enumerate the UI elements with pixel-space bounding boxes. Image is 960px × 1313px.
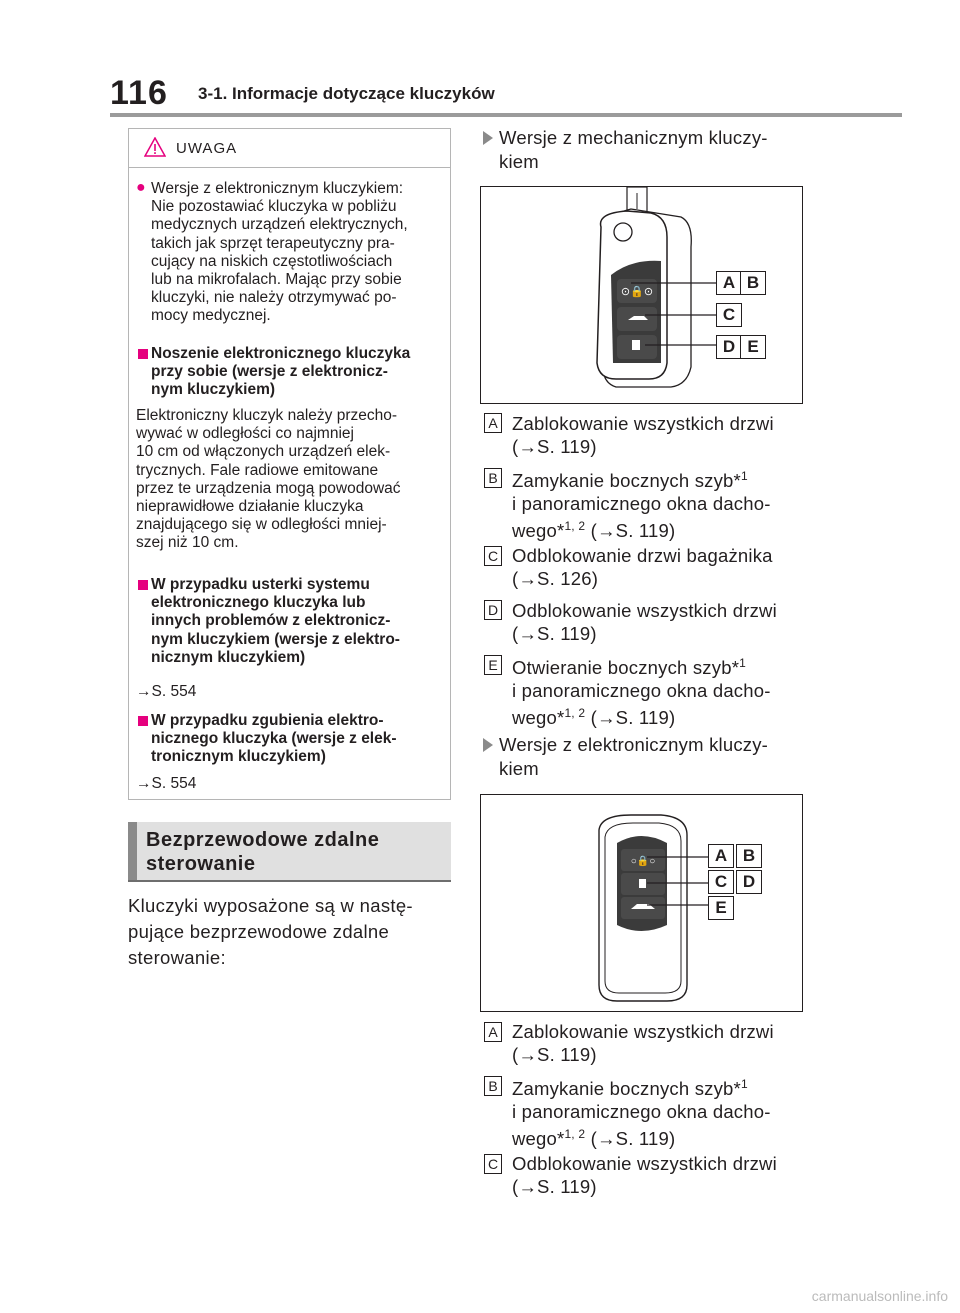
triangle-bullet-icon <box>483 738 493 752</box>
subheading-line: nym kluczykiem (wersje z elektro- <box>151 630 400 648</box>
heading-line: Wersje z elektronicznym kluczy- <box>499 734 769 755</box>
heading-line: Wersje z mechanicznym kluczy- <box>499 127 768 148</box>
section-heading-line: sterowanie <box>146 853 256 875</box>
electronic-item-a <box>512 1021 774 1066</box>
warning-subheading-1 <box>136 345 448 400</box>
body-line: wywać w odległości co najmniej <box>136 425 354 443</box>
warning-line: Wersje z elektronicznym kluczykiem: <box>151 180 404 197</box>
footnote-mark: 1, 2 <box>564 1127 586 1142</box>
section-heading <box>146 828 379 876</box>
footnote-mark: 1 <box>739 656 746 670</box>
intro-line: sterowanie: <box>128 947 226 968</box>
intro-paragraph <box>128 893 413 971</box>
header-rule <box>110 113 902 117</box>
item-line: wego* <box>512 1128 565 1150</box>
bullet-square-icon <box>138 716 148 726</box>
subheading-line: przy sobie (wersje z elektronicz- <box>151 363 388 381</box>
callout-b: B <box>736 844 762 868</box>
item-line: i panoramicznego okna dacho- <box>512 1100 771 1122</box>
mechanical-item-d <box>512 600 777 645</box>
svg-text:⊙🔒⊙: ⊙🔒⊙ <box>620 286 654 298</box>
callout-e: E <box>740 335 766 359</box>
item-line: (→S. 119) <box>512 1175 597 1197</box>
item-ref: (→S. 119) <box>585 707 676 729</box>
item-ref: (→S. 119) <box>585 1128 676 1150</box>
body-line: trycznych. Fale radiowe emitowane <box>136 461 379 479</box>
callout-a: A <box>716 271 742 295</box>
mechanical-key-figure <box>480 186 803 404</box>
warning-line: medycznych urządzeń elektrycznych, <box>151 216 408 234</box>
footnote-mark: 1, 2 <box>564 519 586 534</box>
electronic-key-illustration <box>481 795 802 1011</box>
mechanical-heading <box>499 126 768 174</box>
item-line: wego* <box>512 520 565 542</box>
mechanical-item-a <box>512 413 774 458</box>
item-line: (→S. 119) <box>512 435 597 457</box>
warning-subheading-3 <box>136 712 448 767</box>
subheading-line: nicznym kluczykiem) <box>151 648 306 666</box>
electronic-item-c <box>512 1153 777 1198</box>
item-line: Odblokowanie wszystkich drzwi <box>512 1153 777 1174</box>
callout-e: E <box>708 896 734 920</box>
triangle-bullet-icon <box>483 131 493 145</box>
item-label-a: A <box>484 1022 502 1042</box>
warning-title: UWAGA <box>176 140 238 157</box>
item-label-a: A <box>484 413 502 433</box>
subheading-line: W przypadku zgubienia elektro- <box>151 712 384 729</box>
warning-subheading-2 <box>136 576 448 667</box>
bullet-icon: ● <box>136 179 146 196</box>
item-label-d: D <box>484 600 502 620</box>
electronic-item-b <box>512 1073 771 1151</box>
mechanical-key-illustration <box>481 187 802 403</box>
mechanical-item-b <box>512 465 771 543</box>
svg-text:○🔒○: ○🔒○ <box>630 856 656 867</box>
electronic-heading <box>499 733 768 781</box>
item-line: (→S. 126) <box>512 567 599 589</box>
bullet-square-icon <box>138 349 148 359</box>
section-title: 3-1. Informacje dotyczące kluczyków <box>198 84 495 103</box>
item-label-b: B <box>484 468 502 488</box>
item-line: Zamykanie bocznych szyb* <box>512 1078 741 1100</box>
callout-a: A <box>708 844 734 868</box>
electronic-key-figure <box>480 794 803 1012</box>
warning-line: lub na mikrofalach. Mając przy sobie <box>151 271 402 289</box>
warning-item-1 <box>136 180 446 326</box>
body-line: znajdującego się w odległości mniej- <box>136 516 387 534</box>
heading-line: kiem <box>499 758 539 779</box>
body-line: Elektroniczny kluczyk należy przecho- <box>136 407 398 424</box>
section-heading-bar <box>128 822 137 880</box>
bullet-square-icon <box>138 580 148 590</box>
footnote-mark: 1 <box>740 1077 748 1091</box>
callout-d: D <box>716 335 742 359</box>
item-label-c: C <box>484 546 502 566</box>
intro-line: pujące bezprzewodowe zdalne <box>128 921 390 942</box>
item-ref: (→S. 119) <box>585 520 676 542</box>
callout-c: C <box>708 870 734 894</box>
item-line: wego* <box>512 707 565 729</box>
footnote-mark: 1 <box>740 469 748 483</box>
warning-line: Nie pozostawiać kluczyka w pobliżu <box>151 198 397 216</box>
body-line: nieprawidłowe działanie kluczyka <box>136 498 364 516</box>
mechanical-item-e <box>512 652 771 730</box>
warning-ref-2: →S. 554 <box>136 775 197 792</box>
warning-body-1 <box>136 407 448 553</box>
item-label-e: E <box>484 655 502 675</box>
body-line: szej niż 10 cm. <box>136 534 239 552</box>
item-label-b: B <box>484 1076 502 1096</box>
body-line: 10 cm od włączonych urządzeń elek- <box>136 443 391 461</box>
callout-d: D <box>736 870 762 894</box>
subheading-line: innych problemów z elektronicz- <box>151 612 391 630</box>
warning-line: mocy medycznej. <box>151 307 271 325</box>
item-line: (→S. 119) <box>512 1043 597 1065</box>
callout-b: B <box>740 271 766 295</box>
footnote-mark: 1, 2 <box>564 706 586 721</box>
item-line: Otwieranie bocznych szyb* <box>512 657 740 679</box>
warning-line: kluczyki, nie należy otrzymywać po- <box>151 289 397 307</box>
warning-triangle-icon <box>144 137 166 157</box>
intro-line: Kluczyki wyposażone są w nastę- <box>128 895 413 916</box>
item-line: i panoramicznego okna dacho- <box>512 492 771 514</box>
subheading-line: nicznego kluczyka (wersje z elek- <box>151 730 397 748</box>
section-heading-underline <box>128 880 451 882</box>
warning-line: cujący na niskich częstotliwościach <box>151 252 393 270</box>
warning-line: takich jak sprzęt terapeutyczny pra- <box>151 234 395 252</box>
item-line: (→S. 119) <box>512 622 597 644</box>
item-line: Zablokowanie wszystkich drzwi <box>512 1021 774 1042</box>
item-line: i panoramicznego okna dacho- <box>512 679 771 701</box>
item-line: Odblokowanie drzwi bagażnika <box>512 545 773 566</box>
page-number: 116 <box>110 74 168 112</box>
warning-ref-1: →S. 554 <box>136 683 197 700</box>
body-line: przez te urządzenia mogą powodować <box>136 479 401 497</box>
subheading-line: tronicznym kluczykiem) <box>151 748 326 766</box>
watermark-footer[interactable]: carmanualsonline.info <box>811 1288 948 1304</box>
subheading-line: elektronicznego kluczyka lub <box>151 594 366 612</box>
section-heading-line: Bezprzewodowe zdalne <box>146 829 380 851</box>
heading-line: kiem <box>499 151 539 172</box>
item-line: Odblokowanie wszystkich drzwi <box>512 600 777 621</box>
mechanical-item-c <box>512 545 773 590</box>
subheading-line: W przypadku usterki systemu <box>151 576 370 593</box>
callout-c: C <box>716 303 742 327</box>
item-line: Zamykanie bocznych szyb* <box>512 470 741 492</box>
item-label-c: C <box>484 1154 502 1174</box>
subheading-line: Noszenie elektronicznego kluczyka <box>151 345 411 362</box>
item-line: Zablokowanie wszystkich drzwi <box>512 413 774 434</box>
subheading-line: nym kluczykiem) <box>151 381 276 399</box>
